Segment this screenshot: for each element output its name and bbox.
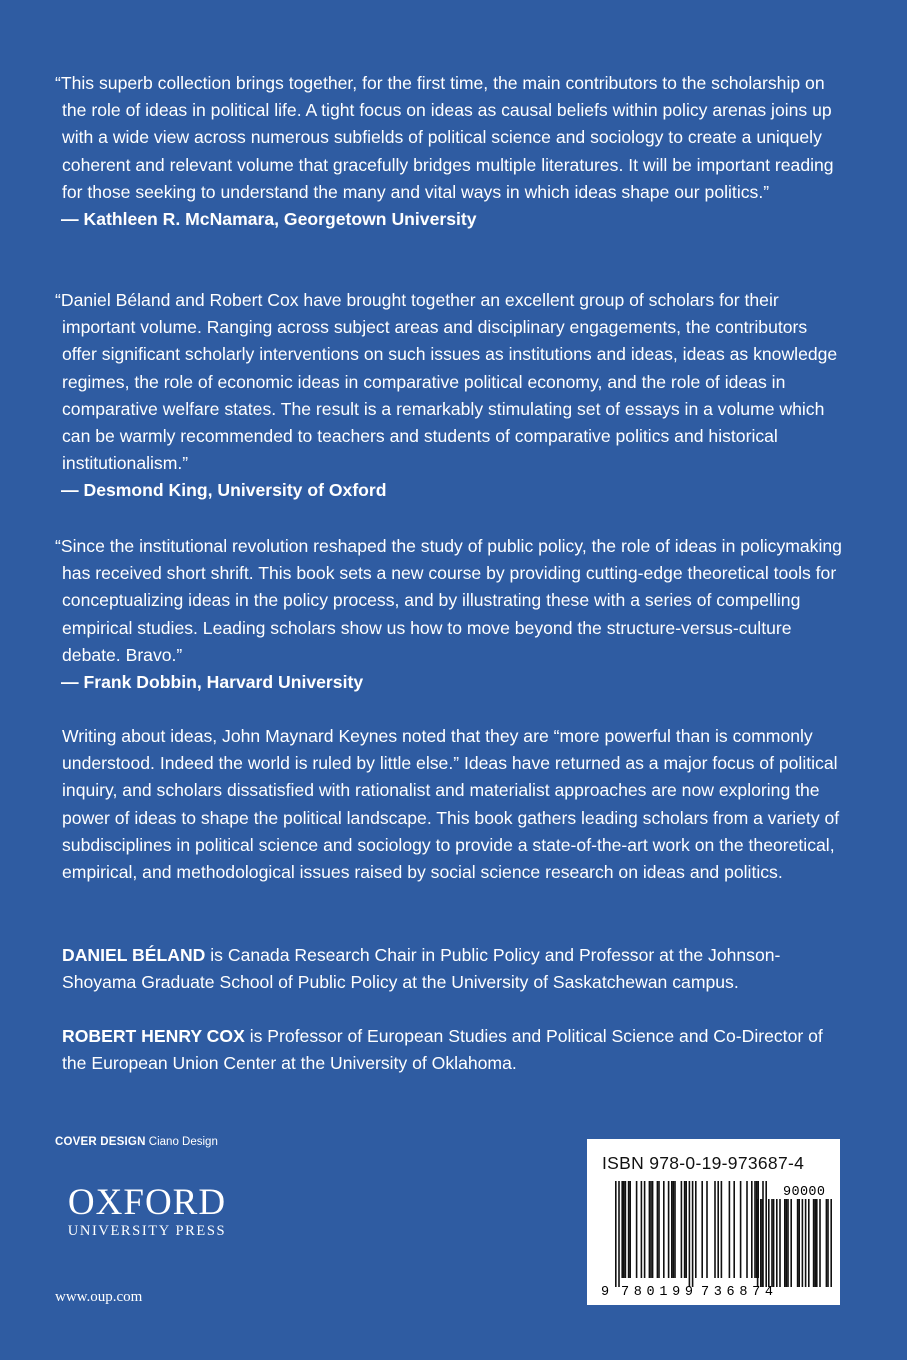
- barcode-bar: [805, 1199, 807, 1287]
- barcode-bar: [701, 1181, 703, 1278]
- praise-quote-mcnamara: [55, 70, 845, 233]
- barcode-addon-digits: 90000: [783, 1185, 825, 1200]
- barcode-bar: [618, 1181, 620, 1287]
- barcode-bar: [717, 1181, 719, 1278]
- barcode-bar: [658, 1181, 660, 1278]
- book-description: Writing about ideas, John Maynard Keynes noted that they are “more powerful than is commonly understood. Indeed the world is ruled by little else.” Ideas have returned as a major focus of political inquiry, and scholars dissatisfied with rationalist and materialist approaches are now exploring the power of ideas to shape the political landscape. This book gathers leading scholars from a variety of subdisciplines in political science and sociology to provide a state-of-the-art work on the theoretical, empirical, and methodological issues raised by social science research on ideas and politics.: [62, 726, 840, 883]
- barcode-bar: [733, 1181, 735, 1278]
- barcode-bar: [674, 1181, 676, 1278]
- isbn-label: ISBN 978-0-19-973687-4: [602, 1153, 805, 1173]
- barcode-bar: [786, 1199, 788, 1287]
- barcode-bar: [802, 1199, 804, 1287]
- praise-quote-text: “Since the institutional revolution reshaped the study of public policy, the role of ideas in policymaking has received short shrift. This book sets a new course by providing cutting-edge theoretical tools for conceptualizing ideas in the policy process, and by illustrating these with a series of compelling empirical studies. Leading scholars show us how to move beyond the structure-versus-culture debate. Bravo.”: [55, 536, 842, 665]
- barcode-bar: [615, 1181, 617, 1287]
- barcode-bar: [757, 1199, 759, 1287]
- barcode-bar: [808, 1199, 810, 1287]
- praise-quote-king: [55, 287, 845, 505]
- praise-quote-attribution: — Kathleen R. McNamara, Georgetown University: [61, 209, 477, 230]
- cover-design-label: COVER DESIGN: [55, 1136, 146, 1148]
- barcode-bar: [814, 1199, 816, 1287]
- author-bio-text: is Canada Research Chair in Public Policy and Professor at the Johnson-Shoyama Graduate School of Public Policy at the University of Saskatchewan campus.: [62, 945, 781, 993]
- barcode-bar: [798, 1199, 800, 1287]
- barcode-bar: [826, 1199, 828, 1287]
- barcode-bar: [765, 1181, 767, 1287]
- addon-barcode-bars: [757, 1199, 832, 1287]
- barcode-bar: [706, 1181, 708, 1278]
- publisher-name: OXFORD: [67, 1182, 227, 1223]
- author-name: DANIEL BÉLAND: [62, 945, 206, 965]
- barcode-bar: [684, 1181, 686, 1278]
- barcode-bar: [695, 1181, 697, 1278]
- barcode-bar: [621, 1181, 623, 1278]
- barcode-bar: [641, 1181, 643, 1278]
- barcode-graphic: [587, 1139, 840, 1305]
- barcode-bar: [663, 1181, 665, 1278]
- author-bio-text: is Professor of European Studies and Political Science and Co-Director of the European Union Center at the University of Oklahoma.: [62, 1026, 823, 1074]
- barcode-bar: [721, 1181, 723, 1278]
- author-bio-beland: [55, 942, 852, 996]
- barcode-bar: [657, 1181, 659, 1278]
- barcode-bar: [819, 1199, 821, 1287]
- barcode-bar: [649, 1181, 651, 1278]
- barcode-right-digits: 736874: [701, 1285, 773, 1300]
- barcode-bar: [668, 1181, 670, 1278]
- publisher-website: www.oup.com: [55, 1289, 143, 1305]
- cover-design-credit: [55, 1136, 218, 1148]
- praise-quote-text: “This superb collection brings together, for the first time, the main contributors to the scholarship on the role of ideas in political life. A tight focus on ideas as causal beliefs within policy arenas joins up with a wide view across numerous subfields of political science and sociology to create a uniquely coherent and relevant volume that gracefully bridges multiple literatures. It will be important reading for those seeking to understand the many and vital ways in which ideas shape our politics.”: [55, 73, 834, 202]
- barcode-bar: [729, 1181, 731, 1278]
- publisher-subtitle: UNIVERSITY PRESS: [67, 1223, 227, 1239]
- barcode-bar: [671, 1181, 673, 1278]
- barcode-bar: [773, 1199, 775, 1287]
- cover-design-value: Ciano Design: [148, 1136, 218, 1148]
- barcode-bar: [784, 1199, 786, 1287]
- barcode-bar: [790, 1199, 792, 1287]
- barcode-bar: [625, 1181, 627, 1278]
- praise-quote-text: “Daniel Béland and Robert Cox have brought together an excellent group of scholars for their important volume. Ranging across subject areas and disciplinary engagements, the contributors offer significant scholarly interventions on such issues as institutions and ideas, ideas as knowledge regimes, the role of economic ideas in comparative political economy, and the role of ideas in comparative welfare states. The result is a remarkably stimulating set of essays in a volume which can be warmly recommended to teachers and students of comparative politics and historical institutionalism.”: [55, 290, 838, 474]
- barcode-bar: [762, 1199, 764, 1287]
- barcode-bar: [827, 1199, 829, 1287]
- barcode-bar: [628, 1181, 630, 1278]
- barcode-left-digits: 780199: [621, 1285, 693, 1300]
- barcode-bar: [636, 1181, 638, 1278]
- author-bio-cox: [55, 1023, 852, 1077]
- praise-quote-attribution: — Frank Dobbin, Harvard University: [61, 672, 364, 693]
- barcode-bar: [685, 1181, 687, 1278]
- barcode-bar: [740, 1181, 742, 1278]
- isbn-barcode-panel: [587, 1139, 840, 1305]
- praise-quote-attribution: — Desmond King, University of Oxford: [61, 480, 387, 501]
- barcode-bar: [746, 1181, 748, 1278]
- barcode-bar: [813, 1199, 815, 1287]
- barcode-bar: [776, 1199, 778, 1287]
- barcode-bar: [787, 1199, 789, 1287]
- barcode-bar: [830, 1199, 832, 1287]
- barcode-bar: [650, 1181, 652, 1278]
- barcode-bar: [681, 1181, 683, 1278]
- barcode-bar: [751, 1181, 753, 1278]
- barcode-bar: [689, 1181, 691, 1287]
- barcode-first-digit: 9: [601, 1285, 610, 1300]
- barcode-bar: [623, 1181, 625, 1278]
- barcode-bar: [692, 1181, 694, 1287]
- barcode-bar: [644, 1181, 646, 1278]
- barcode-bar: [816, 1199, 818, 1287]
- barcode-bar: [797, 1199, 799, 1287]
- barcode-bar: [768, 1199, 770, 1287]
- author-name: ROBERT HENRY COX: [62, 1026, 245, 1046]
- barcode-bar: [714, 1181, 716, 1278]
- barcode-bar: [779, 1199, 781, 1287]
- barcode-bar: [754, 1181, 756, 1278]
- barcode-bar: [629, 1181, 631, 1278]
- praise-quote-dobbin: [55, 533, 845, 696]
- oxford-university-press-logo: [52, 1184, 242, 1240]
- ean-barcode-bars: [615, 1181, 767, 1287]
- barcode-bar: [652, 1181, 654, 1278]
- barcode-bar: [771, 1199, 773, 1287]
- barcode-bar: [760, 1199, 762, 1287]
- barcode-bar: [673, 1181, 675, 1278]
